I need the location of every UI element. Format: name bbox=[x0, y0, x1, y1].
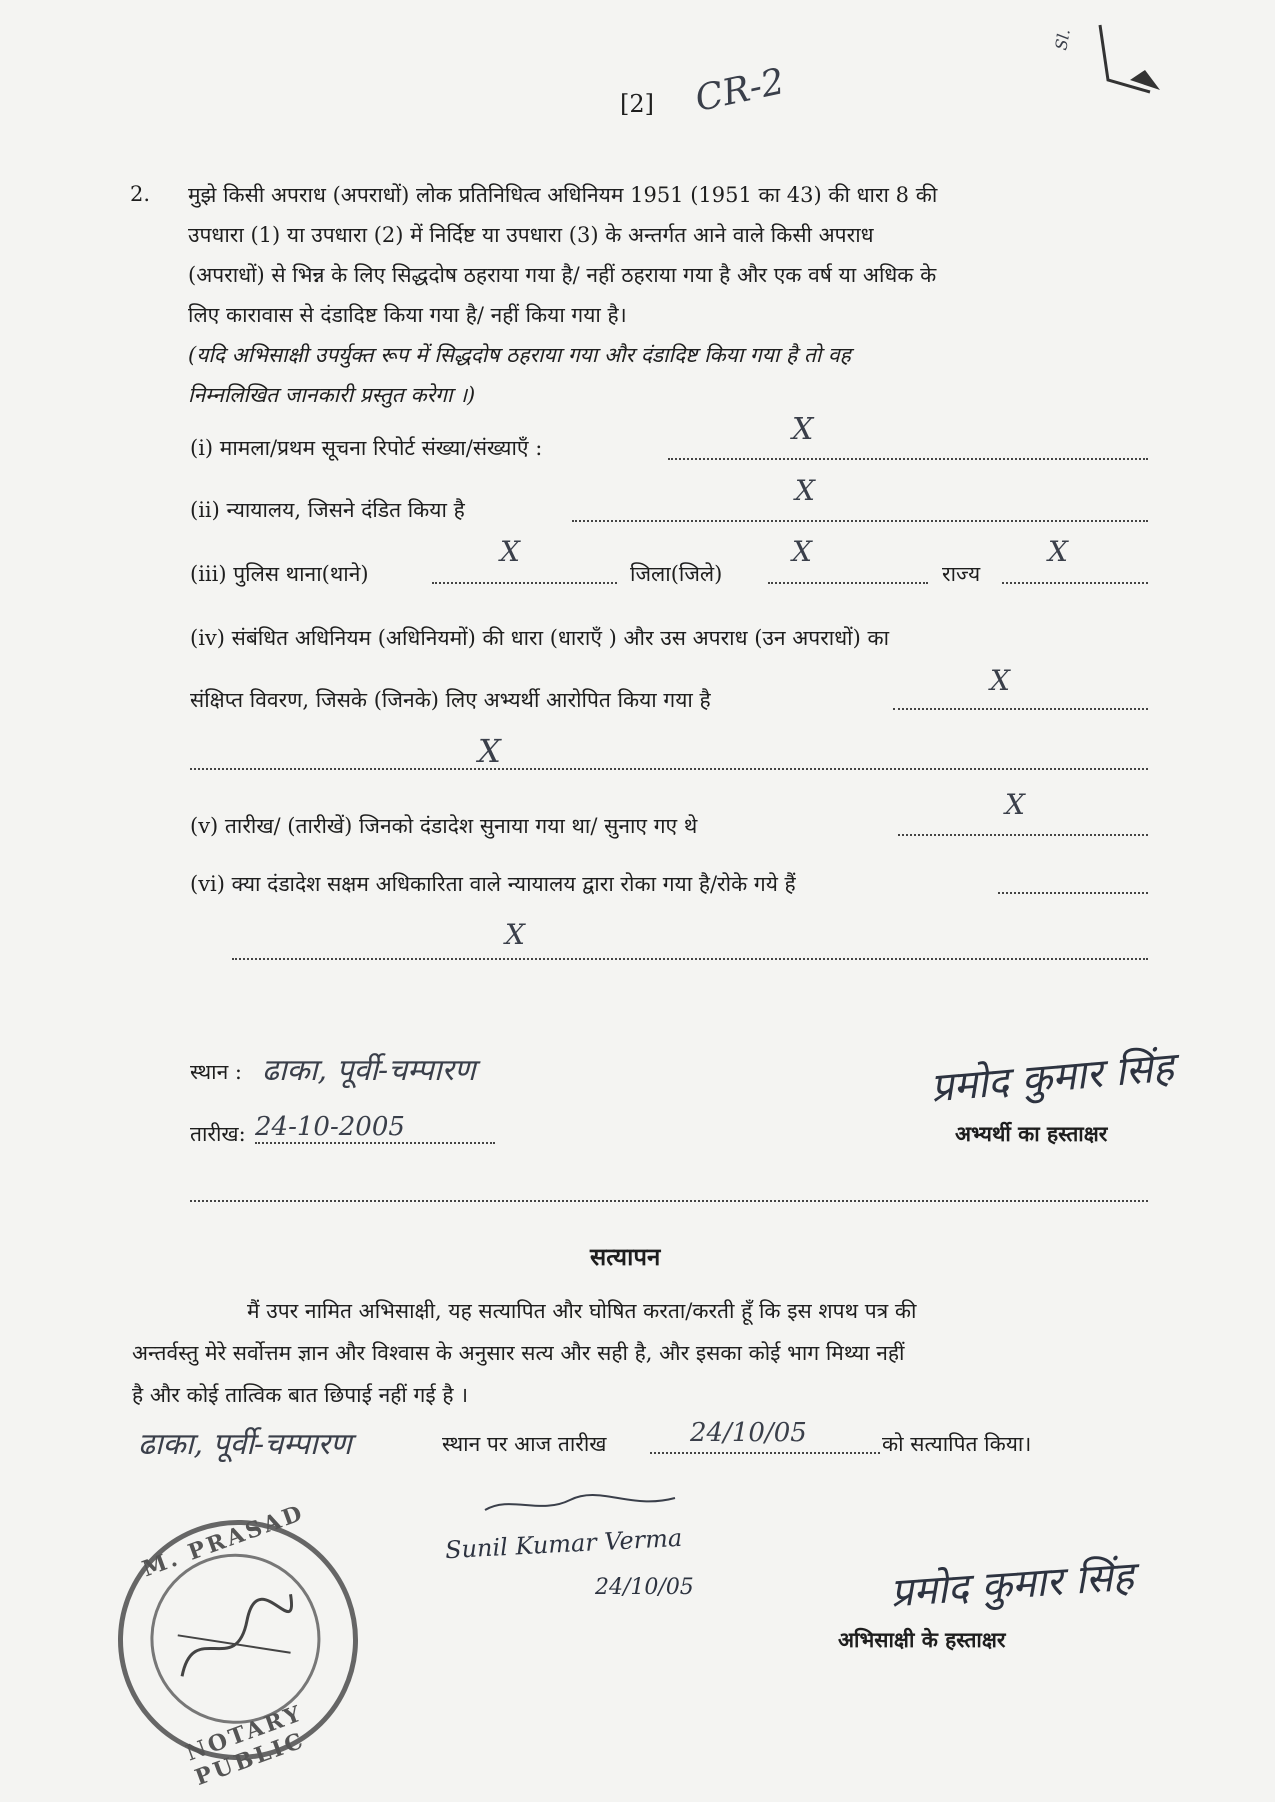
stamp-bottom-text: NOTARY PUBLIC bbox=[182, 1700, 309, 1791]
field-v-label: (v) तारीख/ (तारीखें) जिनको दंडादेश सुनाया गया था/ सुनाए गए थे bbox=[190, 814, 698, 838]
date-label: तारीख: bbox=[190, 1122, 246, 1146]
field-ii-label: (ii) न्यायालय, जिसने दंडित किया है bbox=[190, 498, 465, 522]
notary-date: 24/10/05 bbox=[595, 1575, 694, 1600]
verification-date-line bbox=[650, 1452, 880, 1454]
field-iv-line-b bbox=[190, 768, 1148, 770]
field-v-cross: X bbox=[1005, 788, 1025, 821]
field-iv-line-a bbox=[893, 708, 1148, 710]
stamp-top-text: M. PRASAD bbox=[138, 1499, 309, 1583]
place-label: स्थान : bbox=[190, 1060, 243, 1084]
deponent-sign-label: अभिसाक्षी के हस्ताक्षर bbox=[838, 1627, 1006, 1652]
verification-line-2: अन्तर्वस्तु मेरे सर्वोत्तम ज्ञान और विश्वास के अनुसार सत्य और सही है, और इसका कोई भाग मिथ्या नहीं bbox=[132, 1341, 905, 1365]
field-vi-cross: X bbox=[505, 918, 525, 951]
notary-stamp bbox=[84, 1486, 392, 1794]
corner-flag-mark bbox=[1080, 20, 1180, 100]
deponent-signature: प्रमोद कुमार सिंह bbox=[888, 1553, 1136, 1617]
field-vi-line-a bbox=[998, 892, 1148, 894]
field-i-line bbox=[668, 458, 1148, 460]
candidate-signature: प्रमोद कुमार सिंह bbox=[928, 1044, 1176, 1112]
field-iv-cross-b: X bbox=[478, 732, 501, 770]
verification-line-1: मैं उपर नामित अभिसाक्षी, यह सत्यापित और घोषित करता/करती हूँ कि इस शपथ पत्र की bbox=[247, 1299, 917, 1323]
field-i-label: (i) मामला/प्रथम सूचना रिपोर्ट संख्या/संख्याएँ : bbox=[190, 436, 543, 460]
item2-line-4: लिए कारावास से दंडादिष्ट किया गया है/ नहीं किया गया है। bbox=[188, 303, 627, 327]
field-i-cross: X bbox=[792, 412, 814, 447]
place-value: ढाका, पूर्वी-चम्पारण bbox=[262, 1053, 476, 1088]
field-iii-state-label: राज्य bbox=[942, 562, 981, 586]
item2-text bbox=[188, 175, 1148, 415]
field-iii-state-cross: X bbox=[1048, 535, 1068, 568]
verification-place-text: स्थान पर आज तारीख bbox=[442, 1432, 607, 1456]
verification-end-text: को सत्यापित किया। bbox=[882, 1432, 1032, 1456]
item-number: 2. bbox=[130, 182, 151, 206]
field-iv-cross-a: X bbox=[990, 664, 1010, 697]
field-iii-police-label: (iii) पुलिस थाना(थाने) bbox=[190, 562, 369, 586]
page-mark: CR-2 bbox=[691, 61, 789, 120]
item2-line-3: (अपराधों) से भिन्न के लिए सिद्धदोष ठहराया गया है/ नहीं ठहराया गया है और एक वर्ष या अधिक के bbox=[188, 263, 937, 287]
field-iii-state-line bbox=[1002, 582, 1148, 584]
notary-name: Sunil Kumar Verma bbox=[444, 1523, 683, 1565]
item2-line-2: उपधारा (1) या उपधारा (2) में निर्दिष्ट या उपधारा (3) के अन्तर्गत आने वाले किसी अपराध bbox=[188, 223, 874, 247]
field-v-line bbox=[898, 834, 1148, 836]
date-value: 24-10-2005 bbox=[255, 1112, 405, 1142]
verification-date-value: 24/10/05 bbox=[690, 1418, 807, 1448]
field-vi-line-b bbox=[232, 958, 1148, 960]
field-iv-line-2: संक्षिप्त विवरण, जिसके (जिनके) लिए अभ्यर्थी आरोपित किया गया है bbox=[190, 688, 711, 712]
separator-line bbox=[190, 1200, 1148, 1202]
notary-scribble bbox=[480, 1490, 680, 1520]
candidate-sign-label: अभ्यर्थी का हस्ताक्षर bbox=[955, 1121, 1108, 1146]
verification-place-value: ढाका, पूर्वी-चम्पारण bbox=[138, 1427, 352, 1462]
field-iii-police-cross: X bbox=[500, 535, 520, 568]
verification-text bbox=[132, 1290, 1148, 1416]
page-number: [2] bbox=[620, 90, 654, 118]
field-iii-district-label: जिला(जिले) bbox=[630, 562, 723, 586]
field-iv-line-1: (iv) संबंधित अधिनियम (अधिनियमों) की धारा (धाराएँ ) और उस अपराध (उन अपराधों) का bbox=[190, 626, 890, 650]
field-iii-district-cross: X bbox=[792, 535, 812, 568]
item2-line-1: मुझे किसी अपराध (अपराधों) लोक प्रतिनिधित्व अधिनियम 1951 (1951 का 43) की धारा 8 की bbox=[188, 183, 938, 207]
field-iii-district-line bbox=[768, 582, 928, 584]
field-ii-line bbox=[572, 520, 1148, 522]
field-vi-label: (vi) क्या दंडादेश सक्षम अधिकारिता वाले न्यायालय द्वारा रोका गया है/रोके गये हैं bbox=[190, 872, 796, 896]
verification-line-3: है और कोई तात्विक बात छिपाई नहीं गई है । bbox=[132, 1383, 469, 1407]
verification-heading: सत्यापन bbox=[590, 1242, 661, 1271]
item2-note-2: निम्नलिखित जानकारी प्रस्तुत करेगा ।) bbox=[188, 383, 476, 407]
item2-note-1: (यदि अभिसाक्षी उपर्युक्त रूप में सिद्धदोष ठहराया गया और दंडादिष्ट किया गया है तो वह bbox=[188, 343, 851, 367]
field-iii-police-line bbox=[432, 582, 617, 584]
corner-mark: Sl. bbox=[1051, 27, 1074, 52]
field-ii-cross: X bbox=[795, 474, 815, 507]
date-line bbox=[255, 1142, 495, 1144]
